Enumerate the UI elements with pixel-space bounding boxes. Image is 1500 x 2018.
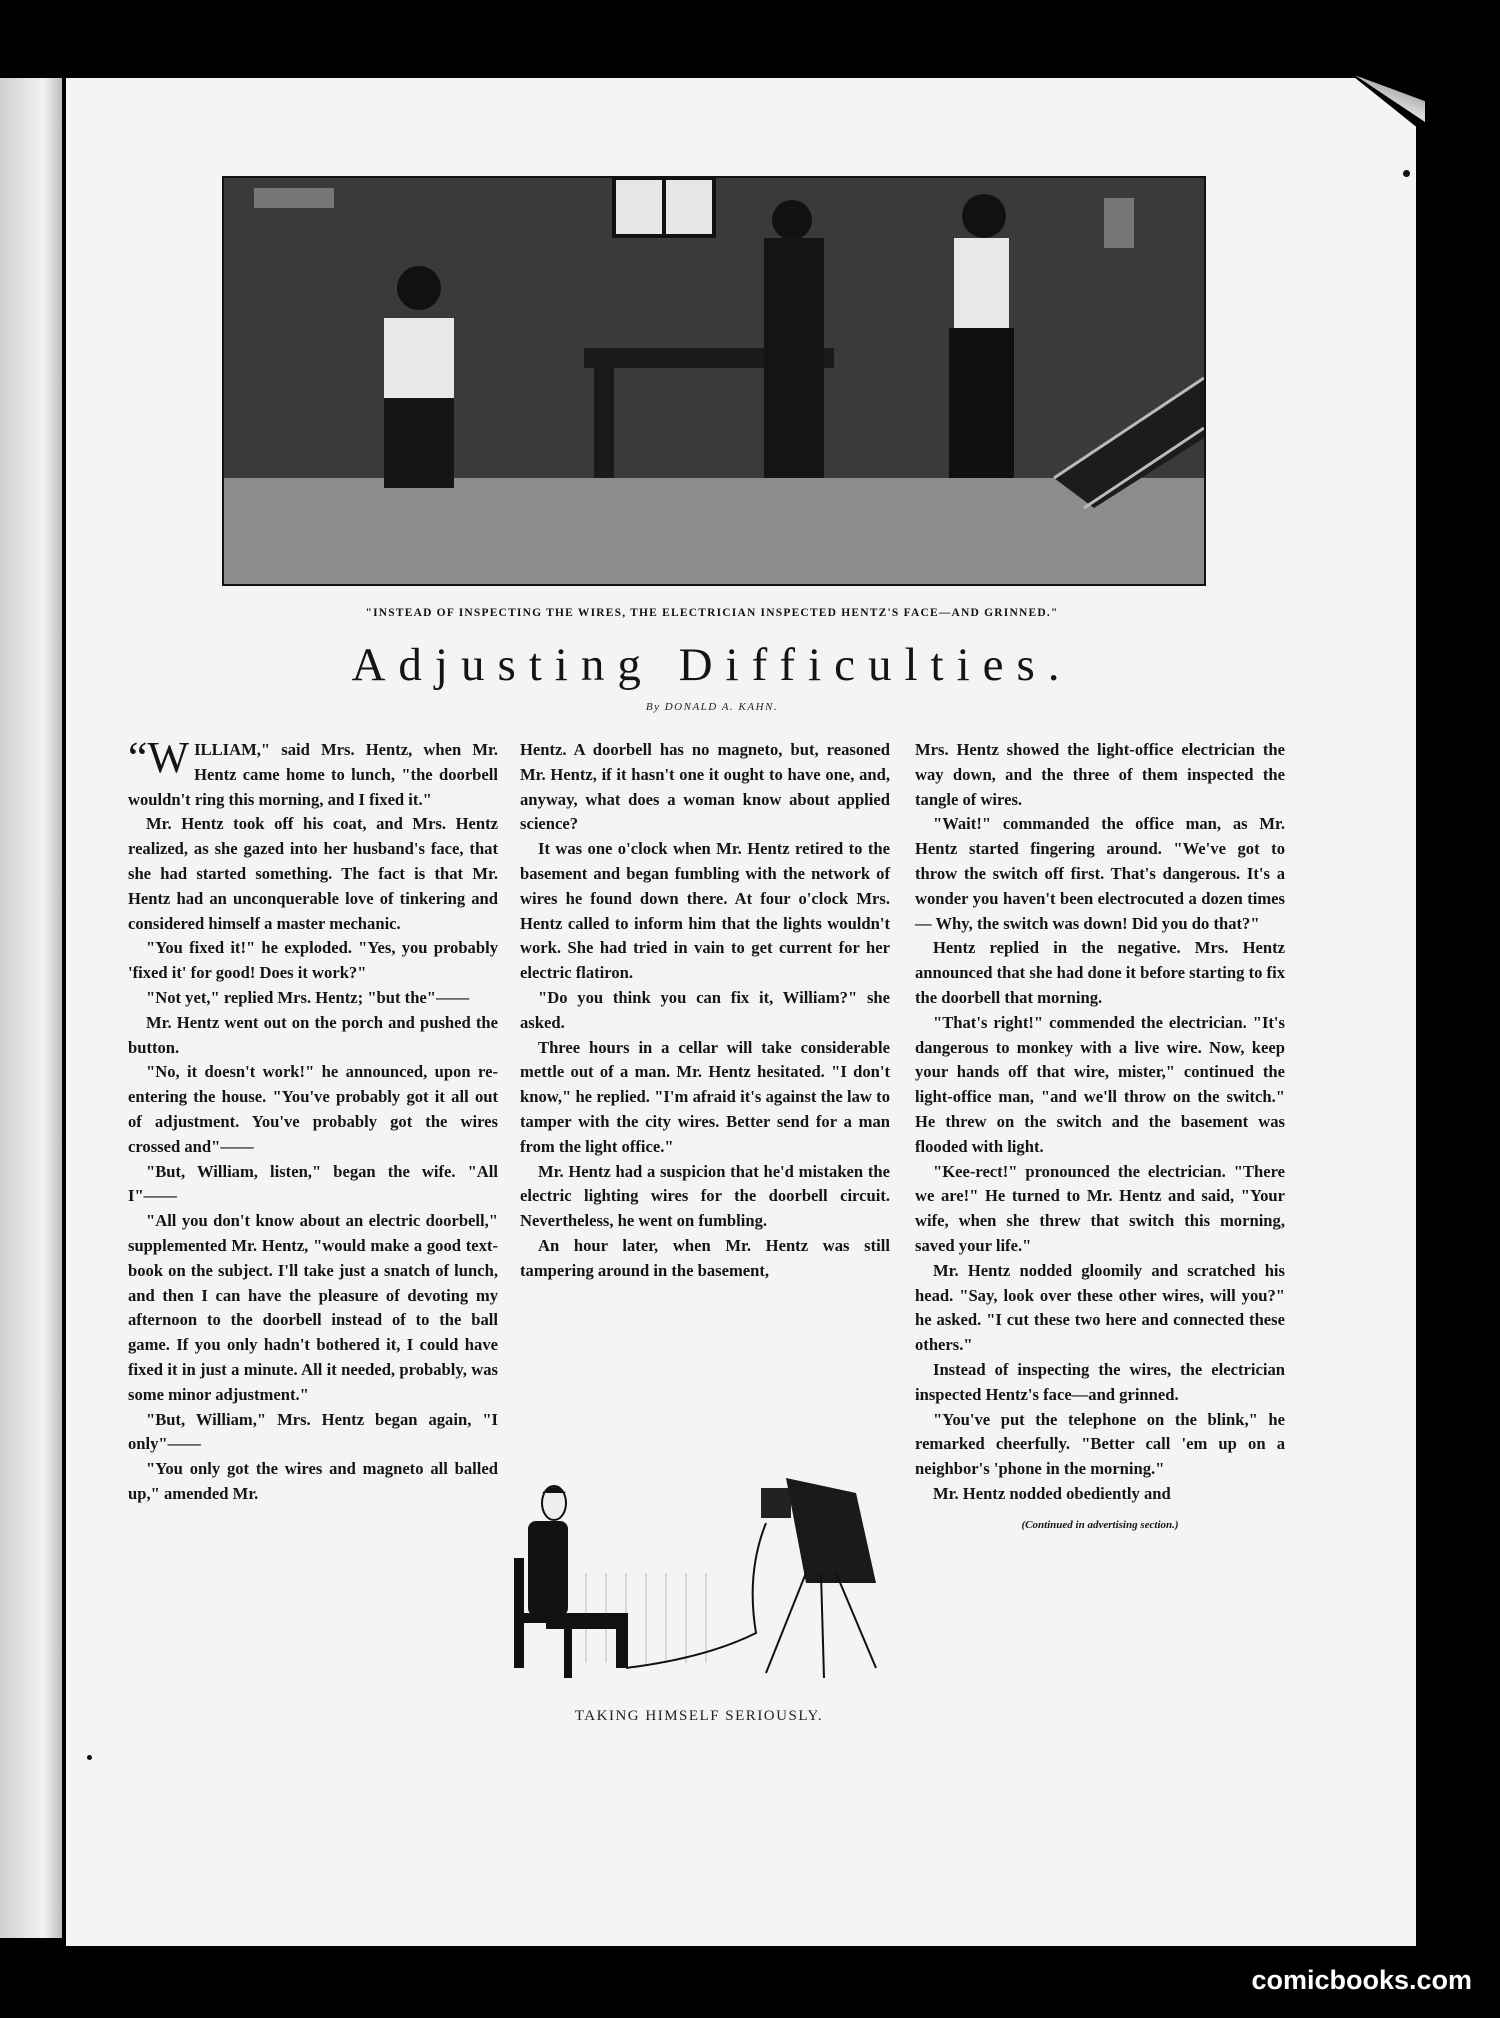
- paragraph: Mr. Hentz nodded gloomily and scratched his head. "Say, look over these other wires, will you?" he asked. "I cut these two here and connected these others.": [915, 1260, 1285, 1355]
- bottom-illustration-caption: TAKING HIMSELF SERIOUSLY.: [574, 1708, 824, 1724]
- paragraph: Mr. Hentz took off his coat, and Mrs. Hentz realized, as she gazed into her husband's face, that she had started something. The fact is that Mr. Hentz had an unconquerable love of tinkering and considered himself a master mechanic.: [128, 814, 498, 933]
- article-column-3: [915, 738, 1285, 1538]
- paragraph: An hour later, when Mr. Hentz was still tampering around in the basement,: [520, 1235, 890, 1280]
- paragraph: Mr. Hentz went out on the porch and pushed the button.: [128, 1012, 498, 1057]
- paragraph: Mrs. Hentz showed the light-office electrician the way down, and the three of them inspected the tangle of wires.: [915, 740, 1285, 809]
- basement-illustration: [222, 176, 1206, 586]
- previous-page-edge: [0, 78, 62, 1938]
- paragraph: "No, it doesn't work!" he announced, upon re-entering the house. "You've probably got it all out of adjustment. You've probably got the wires crossed and"——: [128, 1062, 498, 1156]
- paragraph: It was one o'clock when Mr. Hentz retired to the basement and began fumbling with the network of wires he found down there. At four o'clock Mrs. Hentz called to inform him that the lights wouldn't work. She had tried in vain to get current for her electric flatiron.: [520, 839, 890, 983]
- paragraph: "That's right!" commended the electrician. "It's dangerous to monkey with a live wire. Now, keep your hands off that wire, mister," continued the light-office man, "and we'll throw on the switch." He threw on the switch and the basement was flooded with light.: [915, 1012, 1285, 1156]
- drop-cap: “W: [128, 733, 190, 782]
- article-byline: By DONALD A. KAHN.: [645, 701, 779, 713]
- paragraph: "You fixed it!" he exploded. "Yes, you probably 'fixed it' for good! Does it work?": [128, 938, 498, 983]
- paragraph: "You only got the wires and magneto all balled up," amended Mr.: [128, 1459, 498, 1503]
- paragraph: [128, 733, 498, 812]
- paragraph: "Not yet," replied Mrs. Hentz; "but the"——: [146, 987, 470, 1007]
- photographer-illustration: [506, 1463, 892, 1688]
- watermark-text: comicbooks.com: [1251, 1965, 1472, 1995]
- paragraph: Mr. Hentz nodded obediently and: [933, 1483, 1171, 1503]
- paragraph: "All you don't know about an electric doorbell," supplemented Mr. Hentz, "would make a good text-book on the subject. I'll take just a snatch of lunch, and then I can have the pleasure of devoting my afternoon to the doorbell instead of to the ball game. If you only hadn't bothered it, I could have fixed it in just a minute. All it needed, probably, was some minor adjustment.": [128, 1211, 498, 1404]
- paragraph: "You've put the telephone on the blink," he remarked cheerfully. "Better call 'em up on a neighbor's 'phone in the morning.": [915, 1409, 1285, 1479]
- paragraph: "Kee-rect!" pronounced the electrician. "There we are!" He turned to Mr. Hentz and said, "Your wife, when she threw that switch this morning, saved your life.": [915, 1161, 1285, 1255]
- article-column-1: [128, 733, 498, 1507]
- page-speck: [1403, 170, 1410, 177]
- article-column-2: [520, 738, 890, 1284]
- paragraph: Mr. Hentz had a suspicion that he'd mistaken the electric lighting wires for the doorbell circuit. Nevertheless, he went on fumbling.: [520, 1161, 890, 1231]
- paragraph: "But, William, listen," began the wife. "All I"——: [128, 1161, 498, 1206]
- paragraph: "Do you think you can fix it, William?" she asked.: [520, 987, 890, 1032]
- paragraph-text: ILLIAM," said Mrs. Hentz, when Mr. Hentz came home to lunch, "the doorbell wouldn't ring this morning, and I fixed it.": [128, 740, 498, 809]
- paragraph: "Wait!" commanded the office man, as Mr. Hentz started fingering around. "We've got to throw the switch off first. That's dangerous. It's a wonder you haven't been electrocuted a dozen times — Why, the switch was down! Did you do that?": [915, 814, 1285, 933]
- paragraph: "But, William," Mrs. Hentz began again, "I only"——: [128, 1409, 498, 1454]
- article-title: Adjusting Difficulties.: [351, 639, 1073, 691]
- top-illustration-caption: "INSTEAD OF INSPECTING THE WIRES, THE ELECTRICIAN INSPECTED HENTZ'S FACE—AND GRINNED.": [365, 607, 1059, 619]
- paragraph: Instead of inspecting the wires, the electrician inspected Hentz's face—and grinned.: [915, 1359, 1285, 1404]
- page-speck: [87, 1755, 92, 1760]
- paragraph: Hentz. A doorbell has no magneto, but, reasoned Mr. Hentz, if it hasn't one it ought to have one, and, anyway, what does a woman know about applied science?: [520, 740, 890, 834]
- paragraph: Hentz replied in the negative. Mrs. Hentz announced that she had done it before starting to fix the doorbell that morning.: [915, 938, 1285, 1007]
- paragraph: Three hours in a cellar will take considerable mettle out of a man. Mr. Hentz hesitated. "I don't know," he replied. "I'm afraid it's against the law to tamper with the city wires. Better send for a man from the light office.": [520, 1037, 890, 1156]
- continued-note: (Continued in advertising section.): [1021, 1518, 1179, 1531]
